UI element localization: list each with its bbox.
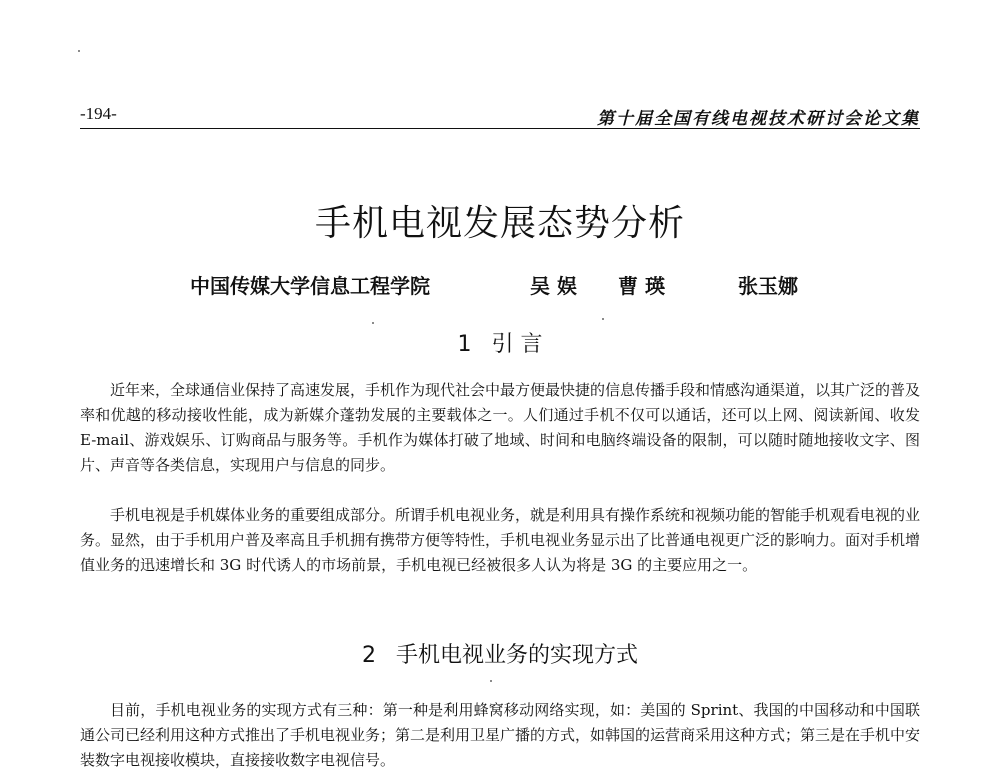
author-line bbox=[190, 270, 890, 298]
section-number: 1 bbox=[457, 332, 472, 357]
author-name: 曹 瑛 bbox=[618, 274, 665, 298]
body-paragraph: 目前，手机电视业务的实现方式有三种：第一种是利用蜂窝移动网络实现，如：美国的 Sprint、我国的中国移动和中国联通公司已经利用这种方式推出了手机电视业务；第二是利用卫星广播的方式，如韩国的运营商采用这种方式；第三是在手机中安装数字电视接收模块，直接接收数字电视信号。 bbox=[80, 701, 921, 769]
journal-title: 第十届全国有线电视技术研讨会论文集 bbox=[597, 109, 920, 129]
body-paragraph: 手机电视是手机媒体业务的重要组成部分。所谓手机电视业务，就是利用具有操作系统和视频功能的智能手机观看电视的业务。显然，由于手机用户普及率高且手机拥有携带方便等特性，手机电视业务显示出了比普通电视更广泛的影响力。面对手机增值业务的迅速增长和 3G 时代诱人的市场前景，手机电视已经被很多人认为将是 3G 的主要应用之一。 bbox=[80, 506, 921, 574]
paper-title: 手机电视发展态势分析 bbox=[314, 203, 685, 244]
running-header bbox=[80, 104, 920, 129]
section-number: 2 bbox=[361, 643, 376, 668]
scan-speck bbox=[490, 680, 492, 682]
section-title: 手机电视业务的实现方式 bbox=[395, 643, 638, 668]
author-name: 吴 娱 bbox=[530, 274, 577, 298]
section-title: 引 言 bbox=[491, 332, 543, 357]
page-number: -194- bbox=[80, 104, 117, 123]
affiliation: 中国传媒大学信息工程学院 bbox=[190, 274, 430, 298]
section-heading bbox=[0, 638, 1000, 669]
scan-speck bbox=[372, 322, 374, 324]
scan-speck bbox=[602, 318, 604, 320]
section-heading bbox=[0, 327, 1000, 358]
body-paragraph: 近年来，全球通信业保持了高速发展，手机作为现代社会中最方便最快捷的信息传播手段和情感沟通渠道，以其广泛的普及率和优越的移动接收性能，成为新媒介蓬勃发展的主要载体之一。人们通过手机不仅可以通话，还可以上网、阅读新闻、收发 E-mail、游戏娱乐、订购商品与服务等。手机作为媒体打破了地域、时间和电脑终端设备的限制，可以随时随地接收文字、图片、声音等各类信息，实现用户与信息的同步。 bbox=[80, 381, 921, 474]
scan-speck bbox=[78, 50, 80, 52]
author-name: 张玉娜 bbox=[738, 274, 798, 298]
